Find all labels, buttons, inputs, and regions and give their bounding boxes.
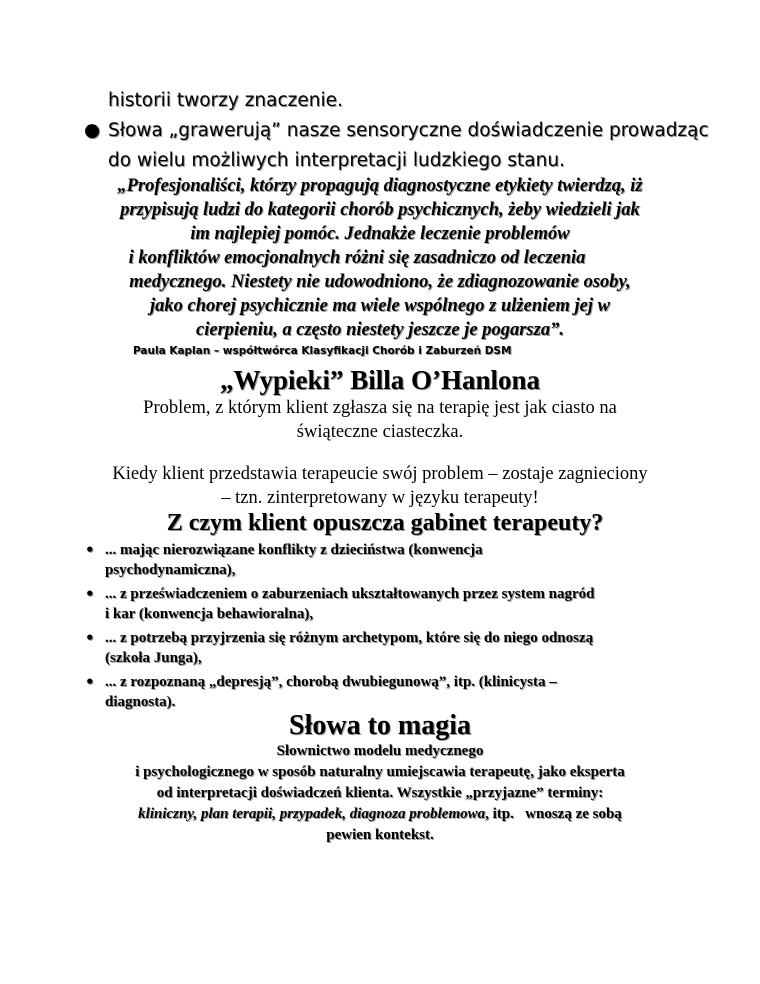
quote-line: przypisują ludzi do kategorii chorób psychicznych, żeby wiedzieli jak xyxy=(120,200,640,220)
quote-attribution: Paula Kaplan – współtwórca Klasyfikacji Chorób i Zaburzeń DSM xyxy=(133,345,512,357)
list-item-line: i kar (konwencja behawioralna), xyxy=(105,606,314,622)
terms-italic: kliniczny, plan terapii, przypadek, diagnoza problemowa xyxy=(138,806,486,822)
problem-line: Problem, z którym klient zgłasza się na terapię jest jak ciasto na xyxy=(143,398,617,418)
list-item-line: ... z rozpoznaną „depresją”, chorobą dwubiegunową”, itp. (klinicysta – xyxy=(105,674,557,690)
list-item-line: (szkoła Junga), xyxy=(105,650,202,666)
list-item-line: psychodynamiczna), xyxy=(105,562,236,578)
list-item-line: ... z przeświadczeniem o zaburzeniach ukształtowanych przez system nagród xyxy=(105,586,595,602)
list-item-line: ... z potrzebą przyjrzenia się różnym archetypom, które się do niego odnoszą xyxy=(105,630,594,646)
slowa-heading: Słowa to magia xyxy=(289,710,471,741)
closing-line-terms xyxy=(0,804,760,825)
quote-line: cierpieniu, a często niestety jeszcze je pogarsza”. xyxy=(196,320,564,340)
quote-line: i konfliktów emocjonalnych różni się zasadniczo od leczenia xyxy=(128,248,586,268)
list-item xyxy=(85,672,725,712)
bullet-icon: • xyxy=(85,541,95,559)
closing-line: i psychologicznego w sposób naturalny umiejscawia terapeutę, jako eksperta xyxy=(135,764,625,780)
list-item xyxy=(85,540,725,580)
list-item xyxy=(85,584,725,624)
bullet-item xyxy=(84,116,709,146)
bullet-icon: ● xyxy=(84,120,101,141)
bullet-icon: • xyxy=(85,629,95,647)
bullet-line-continued: do wielu możliwych interpretacji ludzkiego stanu. xyxy=(108,150,565,171)
kiedy-paragraph xyxy=(0,462,760,510)
closing-paragraph xyxy=(0,741,760,846)
list-item-line: diagnosta). xyxy=(105,694,176,710)
bullet-line: Słowa „grawerują” nasze sensoryczne doświadczenie prowadząc xyxy=(108,120,709,141)
bullet-icon: • xyxy=(85,673,95,691)
kiedy-line: Kiedy klient przedstawia terapeucie swój problem – zostaje zagnieciony xyxy=(112,464,648,484)
bullet-icon: • xyxy=(85,585,95,603)
list-item-line: ... mając nierozwiązane konflikty z dzieciństwa (konwencja xyxy=(105,542,483,558)
list-item xyxy=(85,628,725,668)
problem-paragraph xyxy=(0,396,760,444)
quote-line: im najlepiej pomóc. Jednakże leczenie problemów xyxy=(190,224,570,244)
quote-line: jako chorej psychicznie ma wiele wspólnego z ulżeniem jej w xyxy=(150,296,610,316)
exit-list xyxy=(85,540,725,716)
closing-line: pewien kontekst. xyxy=(326,827,434,843)
closing-line: od interpretacji doświadczeń klienta. Wszystkie „przyjazne” terminy: xyxy=(156,785,604,801)
top-text-block xyxy=(84,86,709,176)
closing-line: Słownictwo modelu medycznego xyxy=(276,743,484,759)
terms-rest: , itp. wnoszą ze sobą xyxy=(485,806,622,822)
problem-line: świąteczne ciasteczka. xyxy=(296,422,464,442)
continuation-line: historii tworzy znaczenie. xyxy=(108,90,343,111)
kaplan-quote xyxy=(0,174,760,342)
quote-line: medycznego. Niestety nie udowodniono, że zdiagnozowanie osoby, xyxy=(129,272,631,292)
kiedy-line: – tzn. zinterpretowany w języku terapeuty! xyxy=(221,488,539,508)
gabinet-heading: Z czym klient opuszcza gabinet terapeuty? xyxy=(166,510,604,536)
quote-line: „Profesjonaliści, którzy propagują diagnostyczne etykiety twierdzą, iż xyxy=(117,176,643,196)
wypieki-heading: „Wypieki” Billa O’Hanlona xyxy=(219,365,541,395)
